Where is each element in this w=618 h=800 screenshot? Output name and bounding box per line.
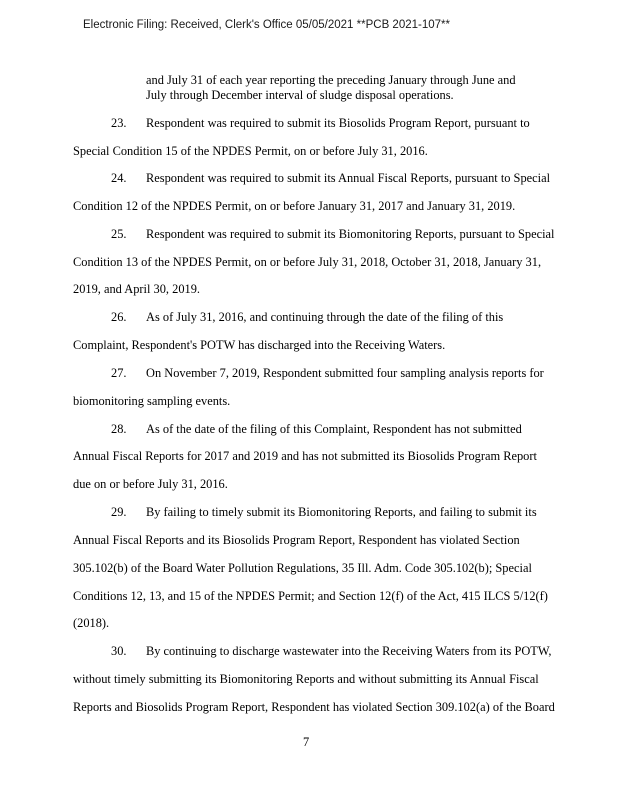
paragraph-23-line: Special Condition 15 of the NPDES Permit, on or before July 31, 2016. (73, 144, 428, 158)
paragraph-number-23: 23. (111, 116, 127, 130)
paragraph-30-line: Reports and Biosolids Program Report, Respondent has violated Section 309.102(a) of the Board (73, 700, 555, 714)
paragraph-29-line: Annual Fiscal Reports and its Biosolids Program Report, Respondent has violated Section (73, 533, 520, 547)
paragraph-number-30: 30. (111, 644, 127, 658)
paragraph-29-line: (2018). (73, 616, 110, 630)
paragraph-number-29: 29. (111, 505, 127, 519)
paragraph-29-line: By failing to timely submit its Biomonitoring Reports, and failing to submit its (146, 505, 537, 519)
paragraph-27-line: biomonitoring sampling events. (73, 394, 231, 408)
paragraph-28-line: As of the date of the filing of this Complaint, Respondent has not submitted (146, 422, 522, 436)
paragraph-number-25: 25. (111, 227, 127, 241)
paragraph-30-line: without timely submitting its Biomonitoring Reports and without submitting its Annual Fiscal (73, 672, 539, 686)
paragraph-27-line: On November 7, 2019, Respondent submitted four sampling analysis reports for (146, 366, 544, 380)
paragraph-30-line: By continuing to discharge wastewater into the Receiving Waters from its POTW, (146, 644, 552, 658)
paragraph-number-27: 27. (111, 366, 127, 380)
paragraph-28-line: Annual Fiscal Reports for 2017 and 2019 and has not submitted its Biosolids Program Report (73, 449, 537, 463)
paragraph-26-line: Complaint, Respondent's POTW has discharged into the Receiving Waters. (73, 338, 446, 352)
paragraph-24-line: Condition 12 of the NPDES Permit, on or before January 31, 2017 and January 31, 2019. (73, 199, 516, 213)
paragraph-23-line: Respondent was required to submit its Biosolids Program Report, pursuant to (146, 116, 530, 130)
filing-stamp-header: Electronic Filing: Received, Clerk's Office 05/05/2021 **PCB 2021-107** (83, 19, 450, 31)
paragraph-29-line: 305.102(b) of the Board Water Pollution Regulations, 35 Ill. Adm. Code 305.102(b); Special (73, 561, 532, 575)
paragraph-25-line: Condition 13 of the NPDES Permit, on or before July 31, 2018, October 31, 2018, January 31, (73, 255, 542, 269)
paragraph-25-line: 2019, and April 30, 2019. (73, 282, 200, 296)
paragraph-number-28: 28. (111, 422, 127, 436)
paragraph-25-line: Respondent was required to submit its Biomonitoring Reports, pursuant to Special (146, 227, 555, 241)
paragraph-number-24: 24. (111, 171, 127, 185)
paragraph-28-line: due on or before July 31, 2016. (73, 477, 228, 491)
paragraph-29-line: Conditions 12, 13, and 15 of the NPDES Permit; and Section 12(f) of the Act, 415 ILCS 5/12(f) (73, 589, 548, 603)
continuation-line: July through December interval of sludge disposal operations. (146, 88, 454, 102)
continuation-line: and July 31 of each year reporting the preceding January through June and (146, 73, 516, 87)
page-number: 7 (303, 735, 310, 749)
paragraph-24-line: Respondent was required to submit its Annual Fiscal Reports, pursuant to Special (146, 171, 551, 185)
paragraph-number-26: 26. (111, 310, 127, 324)
paragraph-26-line: As of July 31, 2016, and continuing through the date of the filing of this (146, 310, 504, 324)
